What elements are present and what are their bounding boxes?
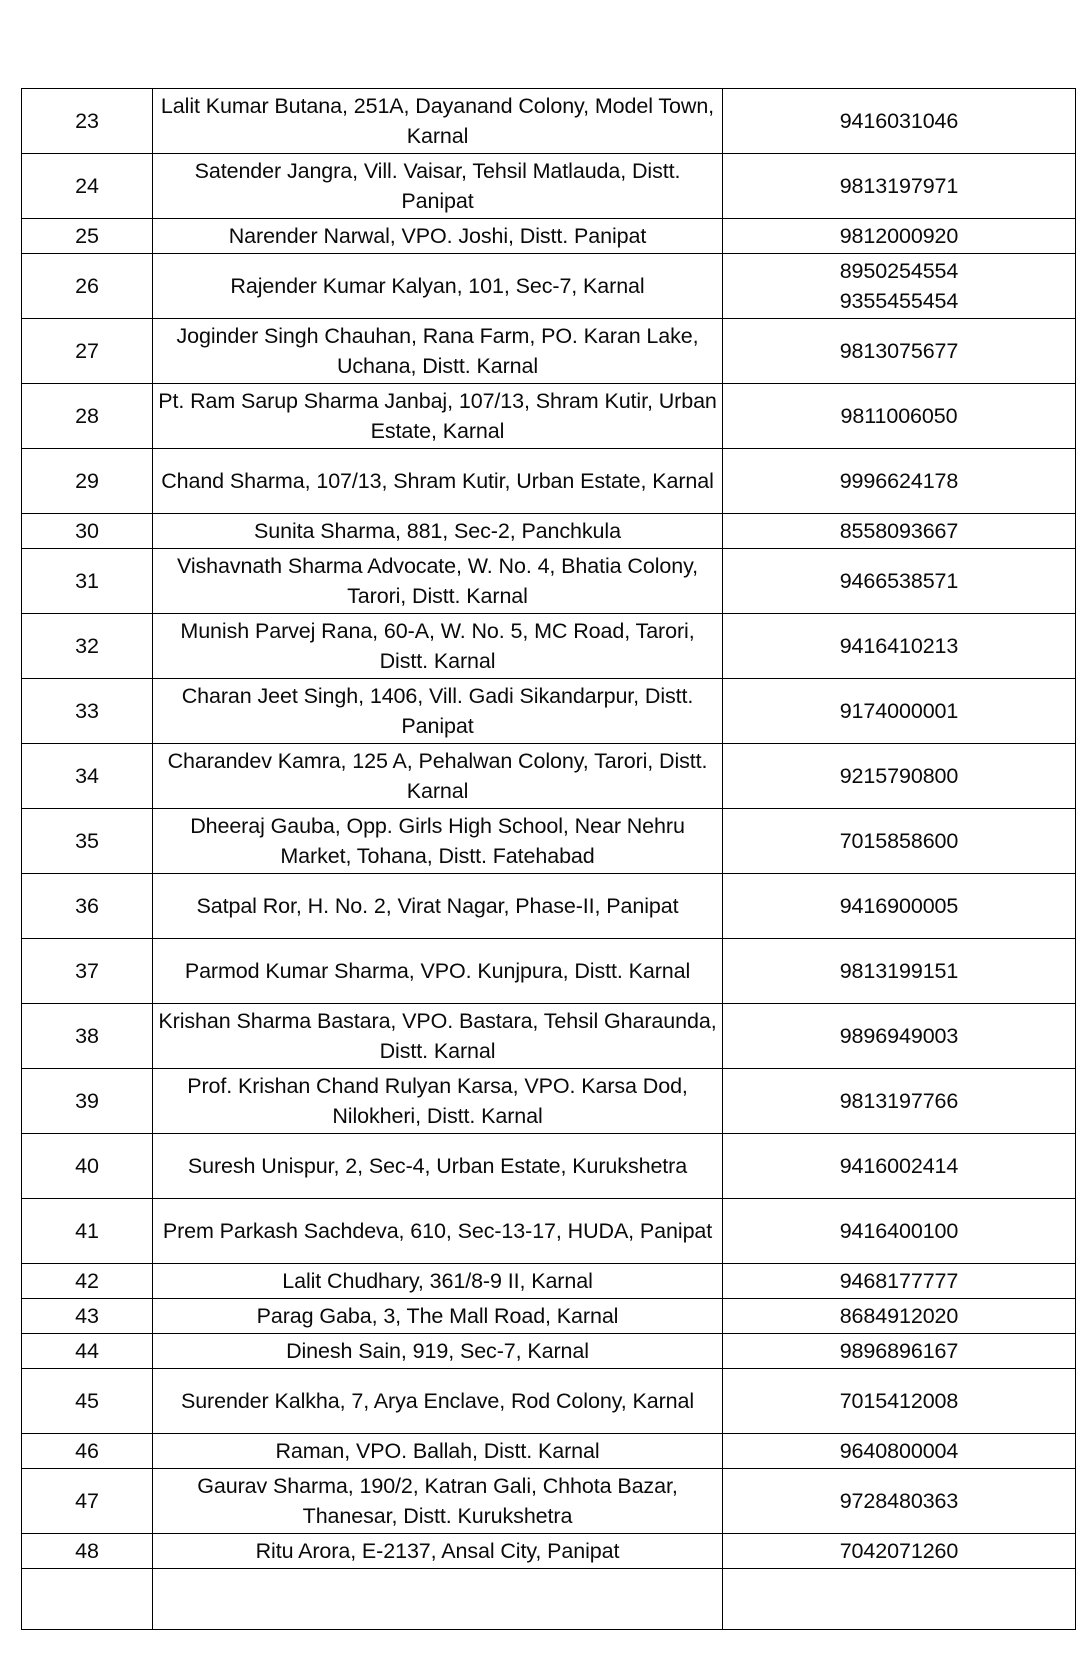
- cell-phone-number: [723, 1299, 1076, 1334]
- cell-phone-number: [723, 1469, 1076, 1534]
- phone-number: 9813199151: [839, 959, 959, 983]
- phone-number: 9466538571: [839, 569, 959, 593]
- table-row: [22, 1069, 1076, 1134]
- table-row: [22, 1369, 1076, 1434]
- table-row: [22, 514, 1076, 549]
- phone-number: 9416900005: [839, 894, 959, 918]
- cell-serial-number: 29: [22, 449, 153, 514]
- cell-name-address: Satender Jangra, Vill. Vaisar, Tehsil Matlauda, Distt. Panipat: [153, 154, 723, 219]
- cell-serial-number: 34: [22, 744, 153, 809]
- cell-phone-number: [723, 1199, 1076, 1264]
- cell-serial-number: 37: [22, 939, 153, 1004]
- cell-phone-number: [723, 1369, 1076, 1434]
- phone-number: 9640800004: [839, 1439, 959, 1463]
- cell-name-address: Satpal Ror, H. No. 2, Virat Nagar, Phase-II, Panipat: [153, 874, 723, 939]
- table-row: [22, 384, 1076, 449]
- phone-number: 9813197971: [839, 174, 959, 198]
- table-row-empty: [22, 1569, 1076, 1630]
- cell-phone-number: [723, 549, 1076, 614]
- cell-serial-number: 45: [22, 1369, 153, 1434]
- phone-number: 8558093667: [839, 519, 959, 543]
- table-row: [22, 449, 1076, 514]
- phone-number: 9812000920: [839, 224, 959, 248]
- cell-name-address: Dheeraj Gauba, Opp. Girls High School, Near Nehru Market, Tohana, Distt. Fatehabad: [153, 809, 723, 874]
- table-row: [22, 1534, 1076, 1569]
- cell-phone-number: [723, 1264, 1076, 1299]
- table-row: [22, 874, 1076, 939]
- cell-name-address: Munish Parvej Rana, 60-A, W. No. 5, MC Road, Tarori, Distt. Karnal: [153, 614, 723, 679]
- cell-serial-number: [22, 1569, 153, 1630]
- table-row: [22, 319, 1076, 384]
- table-row: [22, 744, 1076, 809]
- cell-phone-number: [723, 154, 1076, 219]
- table-row: [22, 549, 1076, 614]
- phone-number: 9813197766: [839, 1089, 959, 1113]
- cell-name-address: Rajender Kumar Kalyan, 101, Sec-7, Karnal: [153, 254, 723, 319]
- cell-serial-number: 31: [22, 549, 153, 614]
- table-row: [22, 219, 1076, 254]
- cell-phone-number: [723, 744, 1076, 809]
- cell-phone-number: [723, 89, 1076, 154]
- cell-name-address: [153, 1569, 723, 1630]
- table-row: [22, 1434, 1076, 1469]
- cell-phone-number: [723, 254, 1076, 319]
- cell-name-address: Lalit Chudhary, 361/8-9 II, Karnal: [153, 1264, 723, 1299]
- phone-number: 9215790800: [839, 764, 959, 788]
- contacts-table: [21, 88, 1076, 1630]
- cell-serial-number: 24: [22, 154, 153, 219]
- cell-phone-number: [723, 514, 1076, 549]
- cell-name-address: Prof. Krishan Chand Rulyan Karsa, VPO. Karsa Dod, Nilokheri, Distt. Karnal: [153, 1069, 723, 1134]
- cell-serial-number: 33: [22, 679, 153, 744]
- cell-serial-number: 25: [22, 219, 153, 254]
- phone-number: 9468177777: [839, 1269, 959, 1293]
- table-row: [22, 809, 1076, 874]
- table-row: [22, 614, 1076, 679]
- cell-serial-number: 42: [22, 1264, 153, 1299]
- phone-number: 9996624178: [839, 469, 959, 493]
- table-row: [22, 1199, 1076, 1264]
- cell-phone-number: [723, 1334, 1076, 1369]
- phone-number: 8950254554: [839, 259, 959, 283]
- cell-name-address: Parag Gaba, 3, The Mall Road, Karnal: [153, 1299, 723, 1334]
- cell-name-address: Surender Kalkha, 7, Arya Enclave, Rod Colony, Karnal: [153, 1369, 723, 1434]
- table-row: [22, 254, 1076, 319]
- cell-serial-number: 41: [22, 1199, 153, 1264]
- table-row: [22, 1299, 1076, 1334]
- table-row: [22, 679, 1076, 744]
- table-row: [22, 1134, 1076, 1199]
- cell-serial-number: 39: [22, 1069, 153, 1134]
- cell-serial-number: 36: [22, 874, 153, 939]
- phone-number: 7015858600: [839, 829, 959, 853]
- cell-name-address: Suresh Unispur, 2, Sec-4, Urban Estate, Kurukshetra: [153, 1134, 723, 1199]
- cell-name-address: Charandev Kamra, 125 A, Pehalwan Colony, Tarori, Distt. Karnal: [153, 744, 723, 809]
- phone-number: 9416410213: [839, 634, 959, 658]
- cell-serial-number: 46: [22, 1434, 153, 1469]
- cell-serial-number: 44: [22, 1334, 153, 1369]
- table-row: [22, 1264, 1076, 1299]
- phone-number: 9728480363: [839, 1489, 959, 1513]
- cell-name-address: Ritu Arora, E-2137, Ansal City, Panipat: [153, 1534, 723, 1569]
- table-row: [22, 1469, 1076, 1534]
- cell-serial-number: 38: [22, 1004, 153, 1069]
- table-row: [22, 89, 1076, 154]
- phone-number: 9896949003: [839, 1024, 959, 1048]
- cell-serial-number: 40: [22, 1134, 153, 1199]
- cell-name-address: Vishavnath Sharma Advocate, W. No. 4, Bhatia Colony, Tarori, Distt. Karnal: [153, 549, 723, 614]
- phone-number: 9416002414: [839, 1154, 959, 1178]
- table-row: [22, 1334, 1076, 1369]
- cell-name-address: Dinesh Sain, 919, Sec-7, Karnal: [153, 1334, 723, 1369]
- cell-name-address: Joginder Singh Chauhan, Rana Farm, PO. Karan Lake, Uchana, Distt. Karnal: [153, 319, 723, 384]
- cell-serial-number: 30: [22, 514, 153, 549]
- cell-serial-number: 35: [22, 809, 153, 874]
- cell-phone-number: [723, 1569, 1076, 1630]
- phone-number: 9416031046: [839, 109, 959, 133]
- phone-number: 7015412008: [839, 1389, 959, 1413]
- contacts-table-body: [22, 89, 1076, 1630]
- phone-number: 9174000001: [839, 699, 959, 723]
- phone-number: 9416400100: [839, 1219, 959, 1243]
- table-row: [22, 939, 1076, 1004]
- cell-name-address: Pt. Ram Sarup Sharma Janbaj, 107/13, Shram Kutir, Urban Estate, Karnal: [153, 384, 723, 449]
- cell-serial-number: 27: [22, 319, 153, 384]
- cell-phone-number: [723, 319, 1076, 384]
- cell-serial-number: 43: [22, 1299, 153, 1334]
- cell-phone-number: [723, 219, 1076, 254]
- cell-name-address: Raman, VPO. Ballah, Distt. Karnal: [153, 1434, 723, 1469]
- table-row: [22, 1004, 1076, 1069]
- phone-number: 9355455454: [839, 289, 959, 313]
- cell-name-address: Sunita Sharma, 881, Sec-2, Panchkula: [153, 514, 723, 549]
- cell-phone-number: [723, 384, 1076, 449]
- cell-phone-number: [723, 809, 1076, 874]
- cell-phone-number: [723, 1069, 1076, 1134]
- cell-name-address: Charan Jeet Singh, 1406, Vill. Gadi Sikandarpur, Distt. Panipat: [153, 679, 723, 744]
- cell-serial-number: 28: [22, 384, 153, 449]
- cell-name-address: Narender Narwal, VPO. Joshi, Distt. Panipat: [153, 219, 723, 254]
- cell-phone-number: [723, 449, 1076, 514]
- cell-phone-number: [723, 614, 1076, 679]
- phone-number: 9813075677: [839, 339, 959, 363]
- cell-name-address: Krishan Sharma Bastara, VPO. Bastara, Tehsil Gharaunda, Distt. Karnal: [153, 1004, 723, 1069]
- cell-serial-number: 26: [22, 254, 153, 319]
- cell-phone-number: [723, 1434, 1076, 1469]
- cell-serial-number: 47: [22, 1469, 153, 1534]
- cell-name-address: Parmod Kumar Sharma, VPO. Kunjpura, Distt. Karnal: [153, 939, 723, 1004]
- cell-serial-number: 23: [22, 89, 153, 154]
- cell-name-address: Prem Parkash Sachdeva, 610, Sec-13-17, HUDA, Panipat: [153, 1199, 723, 1264]
- phone-number: 7042071260: [839, 1539, 959, 1563]
- cell-phone-number: [723, 939, 1076, 1004]
- cell-phone-number: [723, 1004, 1076, 1069]
- contacts-table-container: [21, 88, 1048, 1630]
- cell-name-address: Gaurav Sharma, 190/2, Katran Gali, Chhota Bazar, Thanesar, Distt. Kurukshetra: [153, 1469, 723, 1534]
- cell-phone-number: [723, 874, 1076, 939]
- cell-serial-number: 32: [22, 614, 153, 679]
- phone-number: 9896896167: [839, 1339, 959, 1363]
- cell-name-address: Lalit Kumar Butana, 251A, Dayanand Colony, Model Town, Karnal: [153, 89, 723, 154]
- cell-name-address: Chand Sharma, 107/13, Shram Kutir, Urban Estate, Karnal: [153, 449, 723, 514]
- cell-serial-number: 48: [22, 1534, 153, 1569]
- cell-phone-number: [723, 679, 1076, 744]
- phone-number: 8684912020: [839, 1304, 959, 1328]
- phone-number: 9811006050: [840, 404, 958, 428]
- cell-phone-number: [723, 1134, 1076, 1199]
- table-row: [22, 154, 1076, 219]
- cell-phone-number: [723, 1534, 1076, 1569]
